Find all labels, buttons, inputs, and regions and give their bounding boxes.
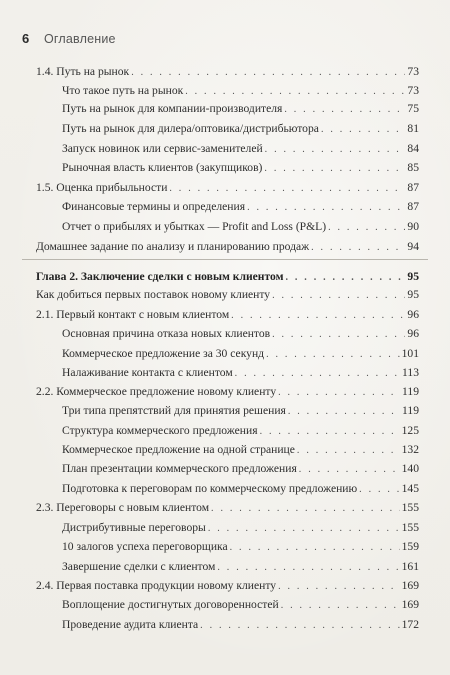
- toc-entry-title: Подготовка к переговорам по коммерческому предложению: [62, 482, 358, 495]
- toc-entry-page: 145: [401, 482, 419, 495]
- toc-entry: [62, 540, 419, 555]
- toc-leader-dots: [208, 522, 400, 536]
- toc-leader-dots: [284, 103, 405, 117]
- toc-entry-title: Коммерческое предложение за 30 секунд: [62, 347, 265, 360]
- toc-entry-page: 155: [401, 521, 419, 534]
- toc-entry: [62, 200, 419, 215]
- toc-leader-dots: [131, 66, 405, 80]
- toc-entry-title: 2.4. Первая поставка продукции новому клиенту: [36, 579, 277, 592]
- toc-entry-page: 85: [407, 161, 419, 174]
- toc-entry: [62, 618, 419, 633]
- toc-leader-dots: [272, 289, 405, 303]
- toc-leader-dots: [278, 580, 400, 594]
- toc-leader-dots: [217, 561, 399, 575]
- toc-leader-dots: [247, 201, 405, 215]
- toc-entry: [62, 327, 419, 342]
- toc-leader-dots: [231, 309, 405, 323]
- toc-entry: [36, 579, 419, 594]
- toc-entry-title: Путь на рынок для дилера/оптовика/дистрибьютора: [62, 122, 319, 135]
- toc-entry-title: План презентации коммерческого предложения: [62, 462, 297, 475]
- page-number: 6: [22, 31, 30, 46]
- page-header: [22, 31, 428, 47]
- toc-entry: [62, 560, 419, 575]
- toc-leader-dots: [264, 162, 405, 176]
- toc-entry: [62, 220, 419, 235]
- toc-entry-title: Воплощение достигнутых договоренностей: [62, 598, 279, 611]
- toc-leader-dots: [297, 444, 400, 458]
- toc-entry-title: Отчет о прибылях и убытках — Profit and Loss (P&L): [62, 220, 327, 233]
- page-title: Оглавление: [44, 32, 116, 46]
- toc-leader-dots: [265, 143, 406, 157]
- toc-entry: [62, 122, 419, 137]
- toc-entry-title: Проведение аудита клиента: [62, 618, 199, 631]
- toc-leader-dots: [235, 367, 400, 381]
- toc-entry-title: Структура коммерческого предложения: [62, 424, 258, 437]
- toc-leader-dots: [211, 502, 400, 516]
- toc-leader-dots: [328, 221, 405, 235]
- toc-leader-dots: [311, 241, 405, 255]
- toc-entry-title: 1.5. Оценка прибыльности: [36, 181, 168, 194]
- toc-entry: [36, 65, 419, 80]
- toc-entry-title: 2.3. Переговоры с новым клиентом: [36, 501, 210, 514]
- toc-leader-dots: [169, 182, 405, 196]
- toc-entry: [62, 102, 419, 117]
- toc-entry-title: Три типа препятствий для принятия решения: [62, 404, 286, 417]
- toc-entry-title: Финансовые термины и определения: [62, 200, 246, 213]
- toc-entry-page: 132: [401, 443, 419, 456]
- toc-entry-page: 101: [401, 347, 419, 360]
- toc-leader-dots: [230, 541, 400, 555]
- toc-entry-page: 90: [407, 220, 419, 233]
- toc-entry: [36, 385, 419, 400]
- toc-entry-page: 96: [407, 308, 419, 321]
- toc-leader-dots: [272, 328, 405, 342]
- toc-entry: [62, 598, 419, 613]
- toc-entry: [62, 161, 419, 176]
- toc-entry: [62, 424, 419, 439]
- toc-leader-dots: [260, 425, 400, 439]
- toc-entry-page: 81: [407, 122, 419, 135]
- toc-entry-title: 2.1. Первый контакт с новым клиентом: [36, 308, 230, 321]
- toc-entry: [62, 521, 419, 536]
- toc-entry-title: 2.2. Коммерческое предложение новому клиенту: [36, 385, 277, 398]
- toc-entry-page: 119: [402, 385, 419, 398]
- toc-leader-dots: [286, 271, 406, 285]
- toc-entry-title: Налаживание контакта с клиентом: [62, 366, 233, 379]
- toc-entry-title: 10 залогов успеха переговорщика: [62, 540, 228, 553]
- toc-chapter-entry: [36, 270, 419, 285]
- toc-entry-page: 140: [401, 462, 419, 475]
- toc-leader-dots: [321, 123, 405, 137]
- toc-entry-page: 73: [407, 65, 419, 78]
- toc-entry-page: 172: [401, 618, 419, 631]
- toc-entry: [62, 462, 419, 477]
- toc-entry-page: 119: [402, 404, 419, 417]
- toc-entry-page: 155: [401, 501, 419, 514]
- toc-entry-title: Рыночная власть клиентов (закупщиков): [62, 161, 263, 174]
- toc-entry: [36, 240, 419, 255]
- toc-leader-dots: [278, 386, 400, 400]
- toc-entry-page: 161: [401, 560, 419, 573]
- toc-entry-title: Дистрибутивные переговоры: [62, 521, 206, 534]
- toc-entry-title: Коммерческое предложение на одной странице: [62, 443, 295, 456]
- toc-entry-page: 87: [407, 200, 419, 213]
- toc-entry: [36, 288, 419, 303]
- toc-entry: [62, 443, 419, 458]
- toc-entry-page: 113: [402, 366, 419, 379]
- toc-entry-page: 96: [407, 327, 419, 340]
- toc-entry-title: Запуск новинок или сервис-заменителей: [62, 142, 263, 155]
- toc-leader-dots: [281, 599, 400, 613]
- toc-entry: [62, 142, 419, 157]
- toc-entry-title: 1.4. Путь на рынок: [36, 65, 130, 78]
- toc-entry-page: 169: [401, 579, 419, 592]
- toc-leader-dots: [185, 85, 405, 99]
- toc-entry: [62, 482, 419, 497]
- toc-entry-page: 84: [407, 142, 419, 155]
- toc-entry-page: 75: [407, 102, 419, 115]
- toc-entry-title: Как добиться первых поставок новому клиенту: [36, 288, 271, 301]
- toc-entry: [36, 181, 419, 196]
- toc-entry-page: 95: [407, 270, 419, 283]
- toc-entry: [62, 404, 419, 419]
- toc-entry: [36, 308, 419, 323]
- chapter-separator: [22, 259, 428, 260]
- toc-entry: [62, 84, 419, 99]
- toc-entry-title: Домашнее задание по анализу и планированию продаж: [36, 240, 310, 253]
- toc-leader-dots: [200, 619, 399, 633]
- toc-entry-page: 87: [407, 181, 419, 194]
- toc-entry-title: Глава 2. Заключение сделки с новым клиентом: [36, 270, 284, 283]
- toc-entry-page: 159: [401, 540, 419, 553]
- toc-entry-title: Путь на рынок для компании-производителя: [62, 102, 283, 115]
- toc-entry: [62, 366, 419, 381]
- toc-leader-dots: [266, 348, 400, 362]
- toc-entry-page: 169: [401, 598, 419, 611]
- toc-entry-title: Что такое путь на рынок: [62, 84, 184, 97]
- toc-leader-dots: [359, 483, 399, 497]
- toc-entry-page: 95: [407, 288, 419, 301]
- toc-leader-dots: [288, 405, 400, 419]
- toc-entry-page: 73: [407, 84, 419, 97]
- toc-entry-title: Основная причина отказа новых клиентов: [62, 327, 271, 340]
- toc-leader-dots: [299, 463, 400, 477]
- toc-entry-page: 94: [407, 240, 419, 253]
- toc-entry-title: Завершение сделки с клиентом: [62, 560, 216, 573]
- toc-entry: [62, 347, 419, 362]
- toc-entry-page: 125: [401, 424, 419, 437]
- toc-entry: [36, 501, 419, 516]
